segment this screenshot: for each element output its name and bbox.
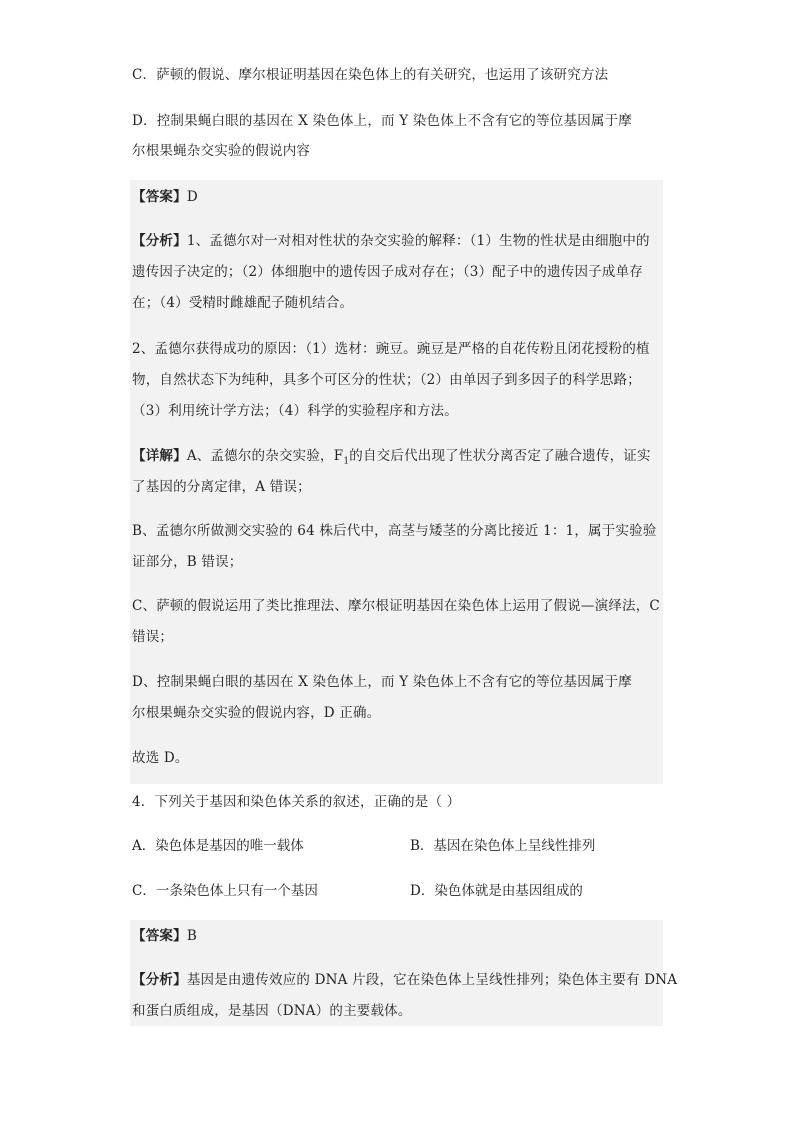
q4-option-a: A．染色体是基因的唯一载体 (132, 838, 304, 854)
q3-detail-d-line2: 尔根果蝇杂交实验的假说内容，D 正确。 (132, 705, 381, 721)
analysis-tag: 【分析】 (132, 972, 187, 988)
q3-option-d-line1: D．控制果蝇白眼的基因在 X 染色体上，而 Y 染色体上不含有它的等位基因属于摩 (132, 113, 633, 129)
analysis-text: 基因是由遗传效应的 DNA 片段，它在染色体上呈线性排列；染色体主要有 DNA (186, 972, 678, 988)
q3-analysis-line2: 遗传因子决定的；（2）体细胞中的遗传因子成对存在；（3）配子中的遗传因子成单存 (132, 264, 643, 280)
q3-analysis-line1 (132, 233, 662, 249)
q4-analysis-line1 (132, 972, 678, 988)
detail-a-pre: A、孟德尔的杂交实验，F (186, 448, 344, 464)
analysis-tag: 【分析】 (132, 233, 187, 249)
q4-option-b: B．基因在染色体上呈线性排列 (410, 838, 596, 854)
analysis-text: 1、孟德尔对一对相对性状的杂交实验的解释：（1）生物的性状是由细胞中的 (186, 233, 650, 249)
q4-stem: 4．下列关于基因和染色体关系的叙述，正确的是（ ） (132, 794, 461, 810)
q3-point2-line1: 2、孟德尔获得成功的原因：（1）选材：豌豆。豌豆是严格的自花传粉且闭花授粉的植 (132, 341, 650, 357)
answer-tag: 【答案】 (132, 928, 187, 944)
q4-answer (132, 928, 662, 944)
q3-detail-c-line1: C、萨顿的假说运用了类比推理法、摩尔根证明基因在染色体上运用了假说—演绎法，C (132, 598, 660, 614)
detail-a-sub: 1 (343, 456, 350, 467)
q3-point2-line2: 物，自然状态下为纯种，具多个可区分的性状；（2）由单因子到多因子的科学思路； (132, 372, 641, 388)
answer-tag: 【答案】 (132, 189, 187, 205)
q3-detail-b-line2: 证部分，B 错误； (132, 554, 243, 570)
q3-point2-line3: （3）利用统计学方法；（4）科学的实验程序和方法。 (132, 403, 458, 419)
answer-value: D (186, 189, 198, 205)
q3-conclusion: 故选 D。 (132, 750, 189, 766)
detail-tag: 【详解】 (132, 448, 187, 464)
detail-a-post: 的自交后代出现了性状分离否定了融合遗传，证实 (349, 448, 651, 464)
q3-detail-a-line1 (132, 448, 662, 467)
q3-option-d-line2: 尔根果蝇杂交实验的假说内容 (132, 143, 311, 159)
q3-analysis-line3: 在；（4）受精时雌雄配子随机结合。 (132, 295, 354, 311)
answer-value: B (186, 928, 197, 944)
q3-detail-a-line2: 了基因的分离定律，A 错误； (132, 479, 311, 495)
q4-analysis-line2: 和蛋白质组成，是基因（DNA）的主要载体。 (132, 1003, 412, 1019)
q3-detail-c-line2: 错误； (132, 629, 174, 645)
q4-option-c: C．一条染色体上只有一个基因 (132, 883, 318, 899)
q3-detail-d-line1: D、控制果蝇白眼的基因在 X 染色体上，而 Y 染色体上不含有它的等位基因属于摩 (132, 674, 633, 690)
q4-option-d: D．染色体就是由基因组成的 (410, 883, 583, 899)
q3-detail-b-line1: B、孟德尔所做测交实验的 64 株后代中，高茎与矮茎的分离比接近 1：1，属于实验验 (132, 523, 657, 539)
q3-answer (132, 189, 662, 205)
q3-option-c: C．萨顿的假说、摩尔根证明基因在染色体上的有关研究，也运用了该研究方法 (132, 67, 609, 83)
